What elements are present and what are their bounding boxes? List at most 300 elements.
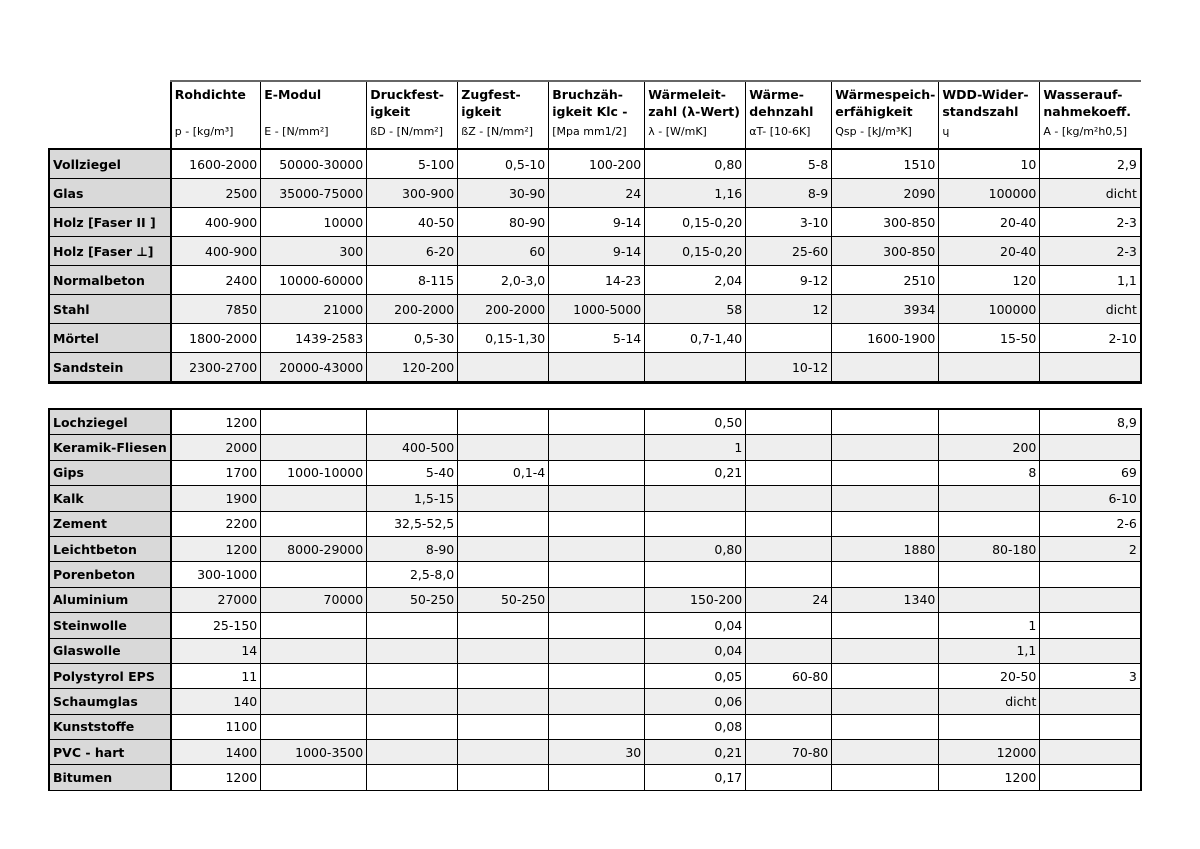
column-header-unit: Qsp - [kJ/m³K] <box>835 125 912 138</box>
table-row <box>49 689 1141 714</box>
column-header-title: E-Modul <box>264 87 322 102</box>
table-cell: 60 <box>458 237 549 266</box>
material-name: Porenbeton <box>49 562 171 587</box>
table-cell: 0,5-30 <box>367 324 458 353</box>
table-cell <box>832 511 939 536</box>
table-cell: 12000 <box>939 740 1040 765</box>
table-cell: 1400 <box>171 740 261 765</box>
table-cell: 0,5-10 <box>458 149 549 179</box>
table-cell: 40-50 <box>367 208 458 237</box>
table-cell <box>1040 714 1141 739</box>
table-row <box>49 208 1141 237</box>
table-cell <box>832 714 939 739</box>
table-row <box>49 740 1141 765</box>
table-cell <box>645 562 746 587</box>
table-cell: 2,0-3,0 <box>458 266 549 295</box>
table-cell <box>261 714 367 739</box>
table-cell <box>458 613 549 638</box>
column-header-unit: αT- [10-6K] <box>749 125 811 138</box>
table-cell <box>832 409 939 435</box>
material-name: Polystyrol EPS <box>49 663 171 688</box>
table-cell: 9-14 <box>549 208 645 237</box>
table-cell <box>1040 353 1141 383</box>
table-cell: 1 <box>645 435 746 460</box>
table-cell: 20-40 <box>939 237 1040 266</box>
table-cell: 1000-10000 <box>261 460 367 485</box>
table-cell: 2-10 <box>1040 324 1141 353</box>
table-cell: 8-115 <box>367 266 458 295</box>
column-header <box>458 81 549 149</box>
table-cell: 400-900 <box>171 208 261 237</box>
table-cell: 1200 <box>171 765 261 790</box>
table-cell: 2,9 <box>1040 149 1141 179</box>
table-cell <box>367 638 458 663</box>
table-cell: 20-50 <box>939 663 1040 688</box>
table-cell <box>1040 435 1141 460</box>
table-cell: 25-60 <box>746 237 832 266</box>
table-cell <box>832 638 939 663</box>
table-cell: 7850 <box>171 295 261 324</box>
table-cell: 200-2000 <box>458 295 549 324</box>
table-row <box>49 295 1141 324</box>
table-section-main <box>49 149 1141 383</box>
table-cell: 1800-2000 <box>171 324 261 353</box>
table-cell: 120-200 <box>367 353 458 383</box>
table-cell: 2400 <box>171 266 261 295</box>
material-name: Bitumen <box>49 765 171 790</box>
material-name: Normalbeton <box>49 266 171 295</box>
table-cell: 120 <box>939 266 1040 295</box>
table-cell <box>1040 765 1141 790</box>
table-cell: 2-6 <box>1040 511 1141 536</box>
column-header <box>832 81 939 149</box>
column-header-title: Wärmeleit- zahl (λ-Wert) <box>648 87 740 119</box>
table-cell: 300-900 <box>367 179 458 208</box>
table-cell: 0,06 <box>645 689 746 714</box>
table-cell <box>832 613 939 638</box>
table-row <box>49 511 1141 536</box>
column-header-unit: A - [kg/m²h0,5] <box>1043 125 1128 138</box>
column-header-title: Druckfest- igkeit <box>370 87 444 119</box>
material-name: Kalk <box>49 486 171 511</box>
table-cell <box>458 765 549 790</box>
table-cell: 10000-60000 <box>261 266 367 295</box>
table-cell: 1439-2583 <box>261 324 367 353</box>
column-header-title: Wärmespeich- erfähigkeit <box>835 87 936 119</box>
table-row <box>49 409 1141 435</box>
table-cell: 100-200 <box>549 149 645 179</box>
table-row <box>49 663 1141 688</box>
table-cell: dicht <box>1040 295 1141 324</box>
table-cell <box>261 435 367 460</box>
material-name: Holz [Faser ⊥] <box>49 237 171 266</box>
table-cell: 3 <box>1040 663 1141 688</box>
table-cell: 200 <box>939 435 1040 460</box>
column-header <box>549 81 645 149</box>
column-header-title: Bruchzäh- igkeit Klc - <box>552 87 628 119</box>
table-cell: 6-20 <box>367 237 458 266</box>
column-header-unit: ßZ - [N/mm²] <box>461 125 534 138</box>
column-header-unit: E - [N/mm²] <box>264 125 329 138</box>
table-cell <box>549 460 645 485</box>
material-name: Leichtbeton <box>49 536 171 561</box>
table-cell: 1600-2000 <box>171 149 261 179</box>
table-cell <box>832 689 939 714</box>
table-cell <box>939 353 1040 383</box>
table-row <box>49 486 1141 511</box>
table-cell: 1200 <box>939 765 1040 790</box>
table-cell: 0,08 <box>645 714 746 739</box>
table-cell: 150-200 <box>645 587 746 612</box>
table-cell: 2-3 <box>1040 237 1141 266</box>
table-cell <box>458 435 549 460</box>
table-cell <box>746 460 832 485</box>
table-cell: 80-90 <box>458 208 549 237</box>
table-cell: 8000-29000 <box>261 536 367 561</box>
table-cell <box>261 613 367 638</box>
column-header-unit: p - [kg/m³] <box>174 125 234 138</box>
material-name: Vollziegel <box>49 149 171 179</box>
table-cell <box>746 511 832 536</box>
table-cell: 50-250 <box>458 587 549 612</box>
table-cell <box>549 714 645 739</box>
table-cell: 0,80 <box>645 149 746 179</box>
table-cell <box>939 714 1040 739</box>
table-cell <box>261 486 367 511</box>
table-cell <box>1040 638 1141 663</box>
table-cell: 25-150 <box>171 613 261 638</box>
table-cell <box>261 511 367 536</box>
table-cell <box>939 511 1040 536</box>
table-cell <box>458 353 549 383</box>
table-cell <box>458 740 549 765</box>
table-cell: 14-23 <box>549 266 645 295</box>
table-cell <box>746 435 832 460</box>
table-cell: 6-10 <box>1040 486 1141 511</box>
table-cell: 1200 <box>171 409 261 435</box>
table-cell <box>549 689 645 714</box>
material-name: PVC - hart <box>49 740 171 765</box>
material-name: Holz [Faser II ] <box>49 208 171 237</box>
table-section-additional <box>49 409 1141 790</box>
table-cell: 0,21 <box>645 460 746 485</box>
material-name: Kunststoffe <box>49 714 171 739</box>
table-cell <box>1040 587 1141 612</box>
table-cell: 10 <box>939 149 1040 179</box>
table-cell <box>458 511 549 536</box>
column-header-title: WDD-Wider- standszahl <box>942 87 1029 119</box>
table-cell <box>458 689 549 714</box>
table-cell <box>549 663 645 688</box>
table-cell: 300-1000 <box>171 562 261 587</box>
table-cell: 69 <box>1040 460 1141 485</box>
table-cell <box>746 562 832 587</box>
table-cell <box>746 689 832 714</box>
material-properties-sheet <box>48 80 1142 791</box>
column-header-unit: ßD - [N/mm²] <box>370 125 443 138</box>
table-cell: 21000 <box>261 295 367 324</box>
table-cell: 8-90 <box>367 536 458 561</box>
material-name: Keramik-Fliesen <box>49 435 171 460</box>
table-row <box>49 179 1141 208</box>
table-cell <box>746 409 832 435</box>
material-name: Steinwolle <box>49 613 171 638</box>
table-cell <box>261 689 367 714</box>
table-cell: 70-80 <box>746 740 832 765</box>
table-cell: 60-80 <box>746 663 832 688</box>
table-cell: 10-12 <box>746 353 832 383</box>
table-cell: 15-50 <box>939 324 1040 353</box>
column-header <box>171 81 261 149</box>
table-cell: 0,50 <box>645 409 746 435</box>
table-cell <box>367 409 458 435</box>
table-cell <box>549 511 645 536</box>
table-cell: 140 <box>171 689 261 714</box>
table-cell <box>832 435 939 460</box>
table-row <box>49 638 1141 663</box>
table-cell: 9-12 <box>746 266 832 295</box>
table-cell: 3934 <box>832 295 939 324</box>
material-name: Glas <box>49 179 171 208</box>
table-cell: 24 <box>549 179 645 208</box>
material-name: Mörtel <box>49 324 171 353</box>
material-name: Glaswolle <box>49 638 171 663</box>
column-header <box>939 81 1040 149</box>
table-cell <box>832 486 939 511</box>
table-cell <box>458 638 549 663</box>
table-cell: 300-850 <box>832 237 939 266</box>
table-cell <box>832 663 939 688</box>
table-cell: 80-180 <box>939 536 1040 561</box>
table-cell: 1600-1900 <box>832 324 939 353</box>
table-cell: 1,5-15 <box>367 486 458 511</box>
table-cell: 30 <box>549 740 645 765</box>
table-cell: 2-3 <box>1040 208 1141 237</box>
table-cell <box>367 689 458 714</box>
column-header-title: Wasserauf- nahmekoeff. <box>1043 87 1132 119</box>
table-cell: 2,5-8,0 <box>367 562 458 587</box>
table-cell: 200-2000 <box>367 295 458 324</box>
table-cell: 11 <box>171 663 261 688</box>
table-cell: 2300-2700 <box>171 353 261 383</box>
table-cell <box>746 536 832 561</box>
table-cell: 0,15-0,20 <box>645 237 746 266</box>
table-cell: 30-90 <box>458 179 549 208</box>
table-cell: 1,16 <box>645 179 746 208</box>
header-corner <box>49 81 171 149</box>
table-row <box>49 460 1141 485</box>
table-cell <box>549 353 645 383</box>
table-cell: 0,80 <box>645 536 746 561</box>
table-cell <box>458 409 549 435</box>
table-cell: 100000 <box>939 295 1040 324</box>
table-cell <box>1040 689 1141 714</box>
table-cell <box>261 409 367 435</box>
table-cell <box>261 663 367 688</box>
table-cell <box>746 638 832 663</box>
table-cell: 5-14 <box>549 324 645 353</box>
table-cell: 300 <box>261 237 367 266</box>
table-cell <box>458 663 549 688</box>
table-cell <box>746 613 832 638</box>
table-cell: 1340 <box>832 587 939 612</box>
table-cell: 0,05 <box>645 663 746 688</box>
table-cell: 1880 <box>832 536 939 561</box>
table-cell <box>549 638 645 663</box>
table-cell <box>939 486 1040 511</box>
table-cell <box>832 740 939 765</box>
table-cell: 20-40 <box>939 208 1040 237</box>
table-cell <box>458 536 549 561</box>
table-cell: 2200 <box>171 511 261 536</box>
table-cell: 2 <box>1040 536 1141 561</box>
table-cell: 2,04 <box>645 266 746 295</box>
section-gap <box>49 383 1141 410</box>
table-cell: 1,1 <box>1040 266 1141 295</box>
column-header-title: Zugfest- igkeit <box>461 87 521 119</box>
table-row <box>49 714 1141 739</box>
column-header <box>746 81 832 149</box>
table-cell: 14 <box>171 638 261 663</box>
table-cell <box>832 460 939 485</box>
table-cell <box>939 409 1040 435</box>
table-cell <box>549 536 645 561</box>
table-cell <box>367 740 458 765</box>
table-cell: 0,17 <box>645 765 746 790</box>
table-cell: 0,21 <box>645 740 746 765</box>
table-cell: 70000 <box>261 587 367 612</box>
table-cell: 1000-3500 <box>261 740 367 765</box>
material-name: Gips <box>49 460 171 485</box>
table-cell <box>746 765 832 790</box>
table-cell: 0,04 <box>645 638 746 663</box>
table-cell: 0,15-1,30 <box>458 324 549 353</box>
table-row <box>49 237 1141 266</box>
table-row <box>49 435 1141 460</box>
table-cell <box>939 562 1040 587</box>
table-cell: 32,5-52,5 <box>367 511 458 536</box>
table-cell <box>1040 613 1141 638</box>
table-cell <box>549 613 645 638</box>
table-cell <box>549 486 645 511</box>
table-row <box>49 587 1141 612</box>
table-cell <box>549 435 645 460</box>
table-cell <box>261 638 367 663</box>
table-cell: 1100 <box>171 714 261 739</box>
table-cell: 2510 <box>832 266 939 295</box>
header-row <box>49 81 1141 149</box>
table-cell <box>549 765 645 790</box>
table-cell: 1200 <box>171 536 261 561</box>
table-row <box>49 353 1141 383</box>
column-header <box>1040 81 1141 149</box>
table-row <box>49 765 1141 790</box>
table-cell: 0,1-4 <box>458 460 549 485</box>
table-cell <box>549 409 645 435</box>
table-cell: dicht <box>939 689 1040 714</box>
material-name: Aluminium <box>49 587 171 612</box>
table-cell: 400-900 <box>171 237 261 266</box>
table-cell: 10000 <box>261 208 367 237</box>
table-cell: 8-9 <box>746 179 832 208</box>
table-cell: 5-40 <box>367 460 458 485</box>
column-header-title: Wärme- dehnzahl <box>749 87 814 119</box>
table-cell: 20000-43000 <box>261 353 367 383</box>
table-cell: 400-500 <box>367 435 458 460</box>
table-cell <box>746 486 832 511</box>
table-cell: 1,1 <box>939 638 1040 663</box>
table-row <box>49 266 1141 295</box>
table-cell: 35000-75000 <box>261 179 367 208</box>
table-cell: 2500 <box>171 179 261 208</box>
material-name: Lochziegel <box>49 409 171 435</box>
table-cell <box>367 613 458 638</box>
table-cell: 0,04 <box>645 613 746 638</box>
table-cell <box>645 511 746 536</box>
table-row <box>49 324 1141 353</box>
table-cell <box>645 353 746 383</box>
table-row <box>49 149 1141 179</box>
table-cell <box>832 765 939 790</box>
table-cell: 2090 <box>832 179 939 208</box>
table-cell: 50000-30000 <box>261 149 367 179</box>
table-row <box>49 536 1141 561</box>
table-cell: 12 <box>746 295 832 324</box>
table-cell <box>645 486 746 511</box>
table-cell: 3-10 <box>746 208 832 237</box>
table-cell: 300-850 <box>832 208 939 237</box>
table-cell <box>549 562 645 587</box>
material-name: Stahl <box>49 295 171 324</box>
table-cell <box>261 562 367 587</box>
table-cell: 1510 <box>832 149 939 179</box>
table-cell: dicht <box>1040 179 1141 208</box>
material-name: Sandstein <box>49 353 171 383</box>
table-cell: 27000 <box>171 587 261 612</box>
table-cell <box>746 324 832 353</box>
column-header-unit: [Mpa mm1/2] <box>552 125 627 138</box>
table-cell: 1900 <box>171 486 261 511</box>
table-cell <box>1040 740 1141 765</box>
table-row <box>49 562 1141 587</box>
material-name: Schaumglas <box>49 689 171 714</box>
table-cell <box>1040 562 1141 587</box>
column-header-title: Rohdichte <box>174 87 246 102</box>
table-cell: 50-250 <box>367 587 458 612</box>
material-name: Zement <box>49 511 171 536</box>
table-cell: 1700 <box>171 460 261 485</box>
table-cell <box>746 714 832 739</box>
table-cell <box>832 562 939 587</box>
table-cell: 5-8 <box>746 149 832 179</box>
table-cell: 8 <box>939 460 1040 485</box>
table-cell: 1 <box>939 613 1040 638</box>
column-header <box>367 81 458 149</box>
table-cell <box>458 714 549 739</box>
table-cell: 5-100 <box>367 149 458 179</box>
table-cell: 9-14 <box>549 237 645 266</box>
table-cell <box>367 663 458 688</box>
table-cell: 24 <box>746 587 832 612</box>
column-header <box>261 81 367 149</box>
column-header <box>645 81 746 149</box>
table-cell: 1000-5000 <box>549 295 645 324</box>
table-cell <box>261 765 367 790</box>
table-cell <box>939 587 1040 612</box>
table-cell <box>367 765 458 790</box>
table-cell: 2000 <box>171 435 261 460</box>
table-cell <box>458 486 549 511</box>
